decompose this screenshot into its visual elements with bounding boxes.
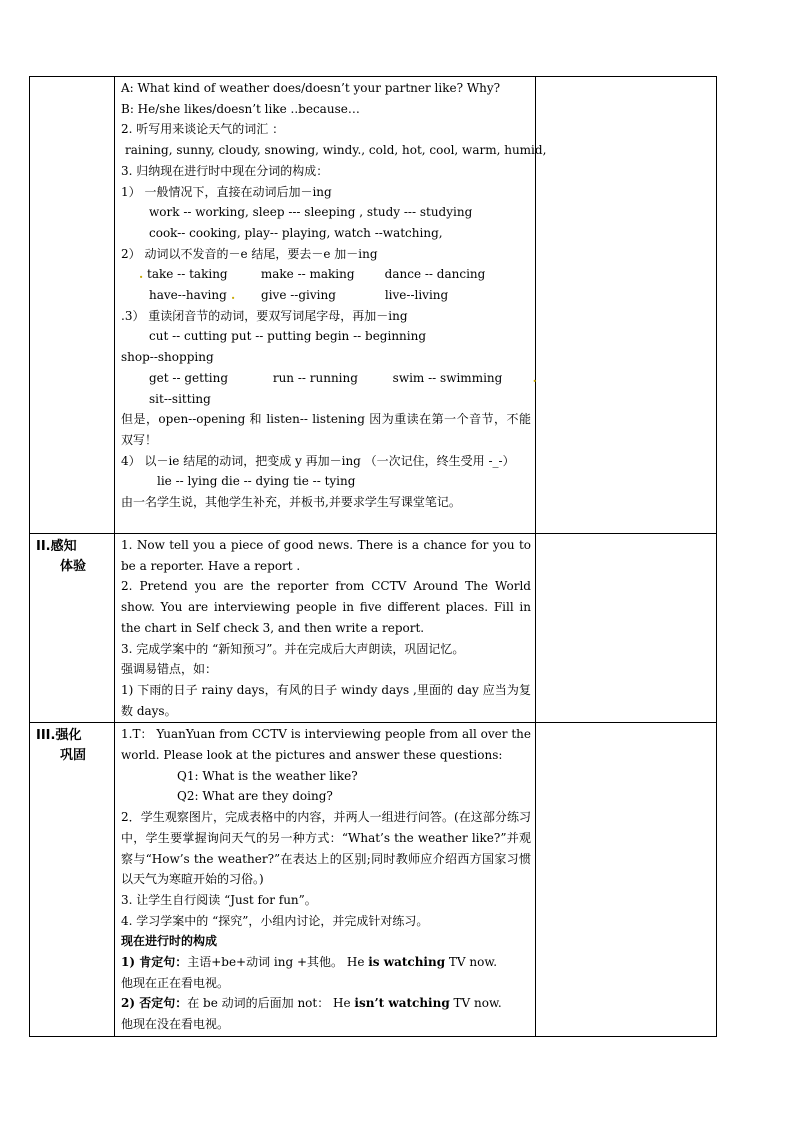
text-line: 他现在没在看电视。 xyxy=(121,1017,230,1032)
text-line: 2. 听写用来谈论天气的词汇 ： xyxy=(121,122,285,137)
bullet-dot: . xyxy=(532,370,537,385)
text-line: cut -- cutting put -- putting begin -- beginning xyxy=(149,329,427,344)
verb-pair: take -- taking xyxy=(147,267,228,282)
content-cell xyxy=(115,723,536,1037)
text-paragraph: 2．学生观察图片，完成表格中的内容，并两人一组进行问答。(在这部分练习中，学生要掌握询问天气的另一种方式：“What’s the weather like?”并观察与“How’s the weather?”在表达上的区别;同时教师应介绍西方国家习惯以天气为寒暄开始的习俗。) xyxy=(121,810,531,887)
text-line: lie -- lying die -- dying tie -- tying xyxy=(157,474,356,489)
lesson-plan-table xyxy=(29,76,717,1037)
text-paragraph: 1. Now tell you a piece of good news. There is a chance for you to be a reporter. Have a report . xyxy=(121,538,531,573)
verb-pair: get -- getting xyxy=(149,370,229,385)
stage-label: 体验 xyxy=(60,559,87,574)
label-negative: 2) 否定句： xyxy=(121,996,188,1011)
text-line xyxy=(121,368,537,389)
stage-cell xyxy=(30,77,115,534)
table-row xyxy=(30,77,717,534)
verb-pair: give --giving xyxy=(261,288,336,303)
bullet-dot: . xyxy=(139,267,144,282)
text-paragraph: 1.T： YuanYuan from CCTV is interviewing people from all over the world. Please look at the pictures and answer these questions: xyxy=(121,727,531,763)
text-line: 3. 归纳现在进行时中现在分词的构成： xyxy=(121,163,329,178)
text-line: Q2: What are they doing? xyxy=(177,789,333,804)
text-line xyxy=(121,285,531,306)
verb-pair: swim -- swimming xyxy=(392,370,503,385)
example-verb: is watching xyxy=(368,955,446,970)
rule-text: 在 be 动词的后面加 not： He xyxy=(187,996,355,1011)
text-line: shop--shopping xyxy=(121,350,214,365)
notes-cell xyxy=(536,77,717,534)
content-cell xyxy=(115,534,536,723)
content-cell xyxy=(115,77,547,534)
stage-cell xyxy=(30,723,115,1037)
text-line: 1） 一般情况下，直接在动词后加－ing xyxy=(121,184,332,199)
text-line: 强调易错点，如： xyxy=(121,662,218,677)
verb-pair: have--having xyxy=(149,288,227,303)
text-line: 3. 让学生自行阅读 “Just for fun”。 xyxy=(121,892,317,907)
bullet-dot: . xyxy=(231,288,236,303)
stage-label: II.感知 xyxy=(36,539,77,554)
text-paragraph: 但是，open--opening 和 listen-- listening 因为重读在第一个音节，不能双写！ xyxy=(121,412,531,447)
verb-pair: live--living xyxy=(384,288,449,303)
text-line: raining, sunny, cloudy, snowing, windy., cold, hot, cool, warm, humid, xyxy=(125,143,547,158)
text-line: 4. 学习学案中的 “探究”，小组内讨论，并完成针对练习。 xyxy=(121,913,429,928)
text-line: 由一名学生说，其他学生补充，并板书,并要求学生写课堂笔记。 xyxy=(121,495,461,510)
notes-cell xyxy=(536,723,717,1037)
heading-text: 现在进行时的构成 xyxy=(121,934,218,949)
notes-cell xyxy=(536,534,717,723)
text-paragraph: 4） 以－ie 结尾的动词，把变成 y 再加－ing （一次记住，终生受用 -_-） xyxy=(121,453,515,468)
text-line xyxy=(121,264,531,285)
text-line: A: What kind of weather does/doesn’t your partner like? Why? xyxy=(121,81,501,95)
table-row xyxy=(30,534,717,723)
stage-cell xyxy=(30,534,115,723)
text-line xyxy=(121,952,531,973)
stage-label: 巩固 xyxy=(60,748,87,764)
text-paragraph: 1) 下雨的日子 rainy days，有风的日子 windy days ,里面的 day 应当为复数 days。 xyxy=(121,682,531,718)
rule-text: 主语+be+动词 ing +其他。 He xyxy=(187,955,369,970)
text-paragraph: 2. Pretend you are the reporter from CCTV Around The World show. You are interviewing people in five different places. Fill in the chart in Self check 3, and then write a report. xyxy=(121,579,531,635)
verb-pair: run -- running xyxy=(272,370,358,385)
stage-label: III.强化 xyxy=(36,728,82,744)
text-line: sit--sitting xyxy=(149,391,211,406)
text-line: B: He/she likes/doesn’t like ..because… xyxy=(121,101,360,116)
text-line: 他现在正在看电视。 xyxy=(121,975,230,990)
text-line: 2） 动词以不发音的－e 结尾，要去－e 加－ing xyxy=(121,246,378,261)
example-tail: TV now. xyxy=(449,996,502,1011)
verb-pair: make -- making xyxy=(260,267,355,282)
text-line: cook-- cooking, play-- playing, watch --watching, xyxy=(149,225,443,240)
text-line: .3） 重读闭音节的动词，要双写词尾字母，再加－ing xyxy=(121,308,408,323)
verb-pair: dance -- dancing xyxy=(384,267,486,282)
section-heading xyxy=(121,931,531,952)
table-row xyxy=(30,723,717,1037)
label-affirmative: 1) 肯定句： xyxy=(121,955,188,970)
text-line xyxy=(121,993,531,1014)
text-line: work -- working, sleep --- sleeping , study --- studying xyxy=(149,205,473,220)
text-line: 3. 完成学案中的 “新知预习”。并在完成后大声朗读，巩固记忆。 xyxy=(121,641,465,656)
example-tail: TV now. xyxy=(445,955,498,970)
example-verb: isn’t watching xyxy=(354,996,450,1011)
text-line: Q1: What is the weather like? xyxy=(177,768,358,783)
